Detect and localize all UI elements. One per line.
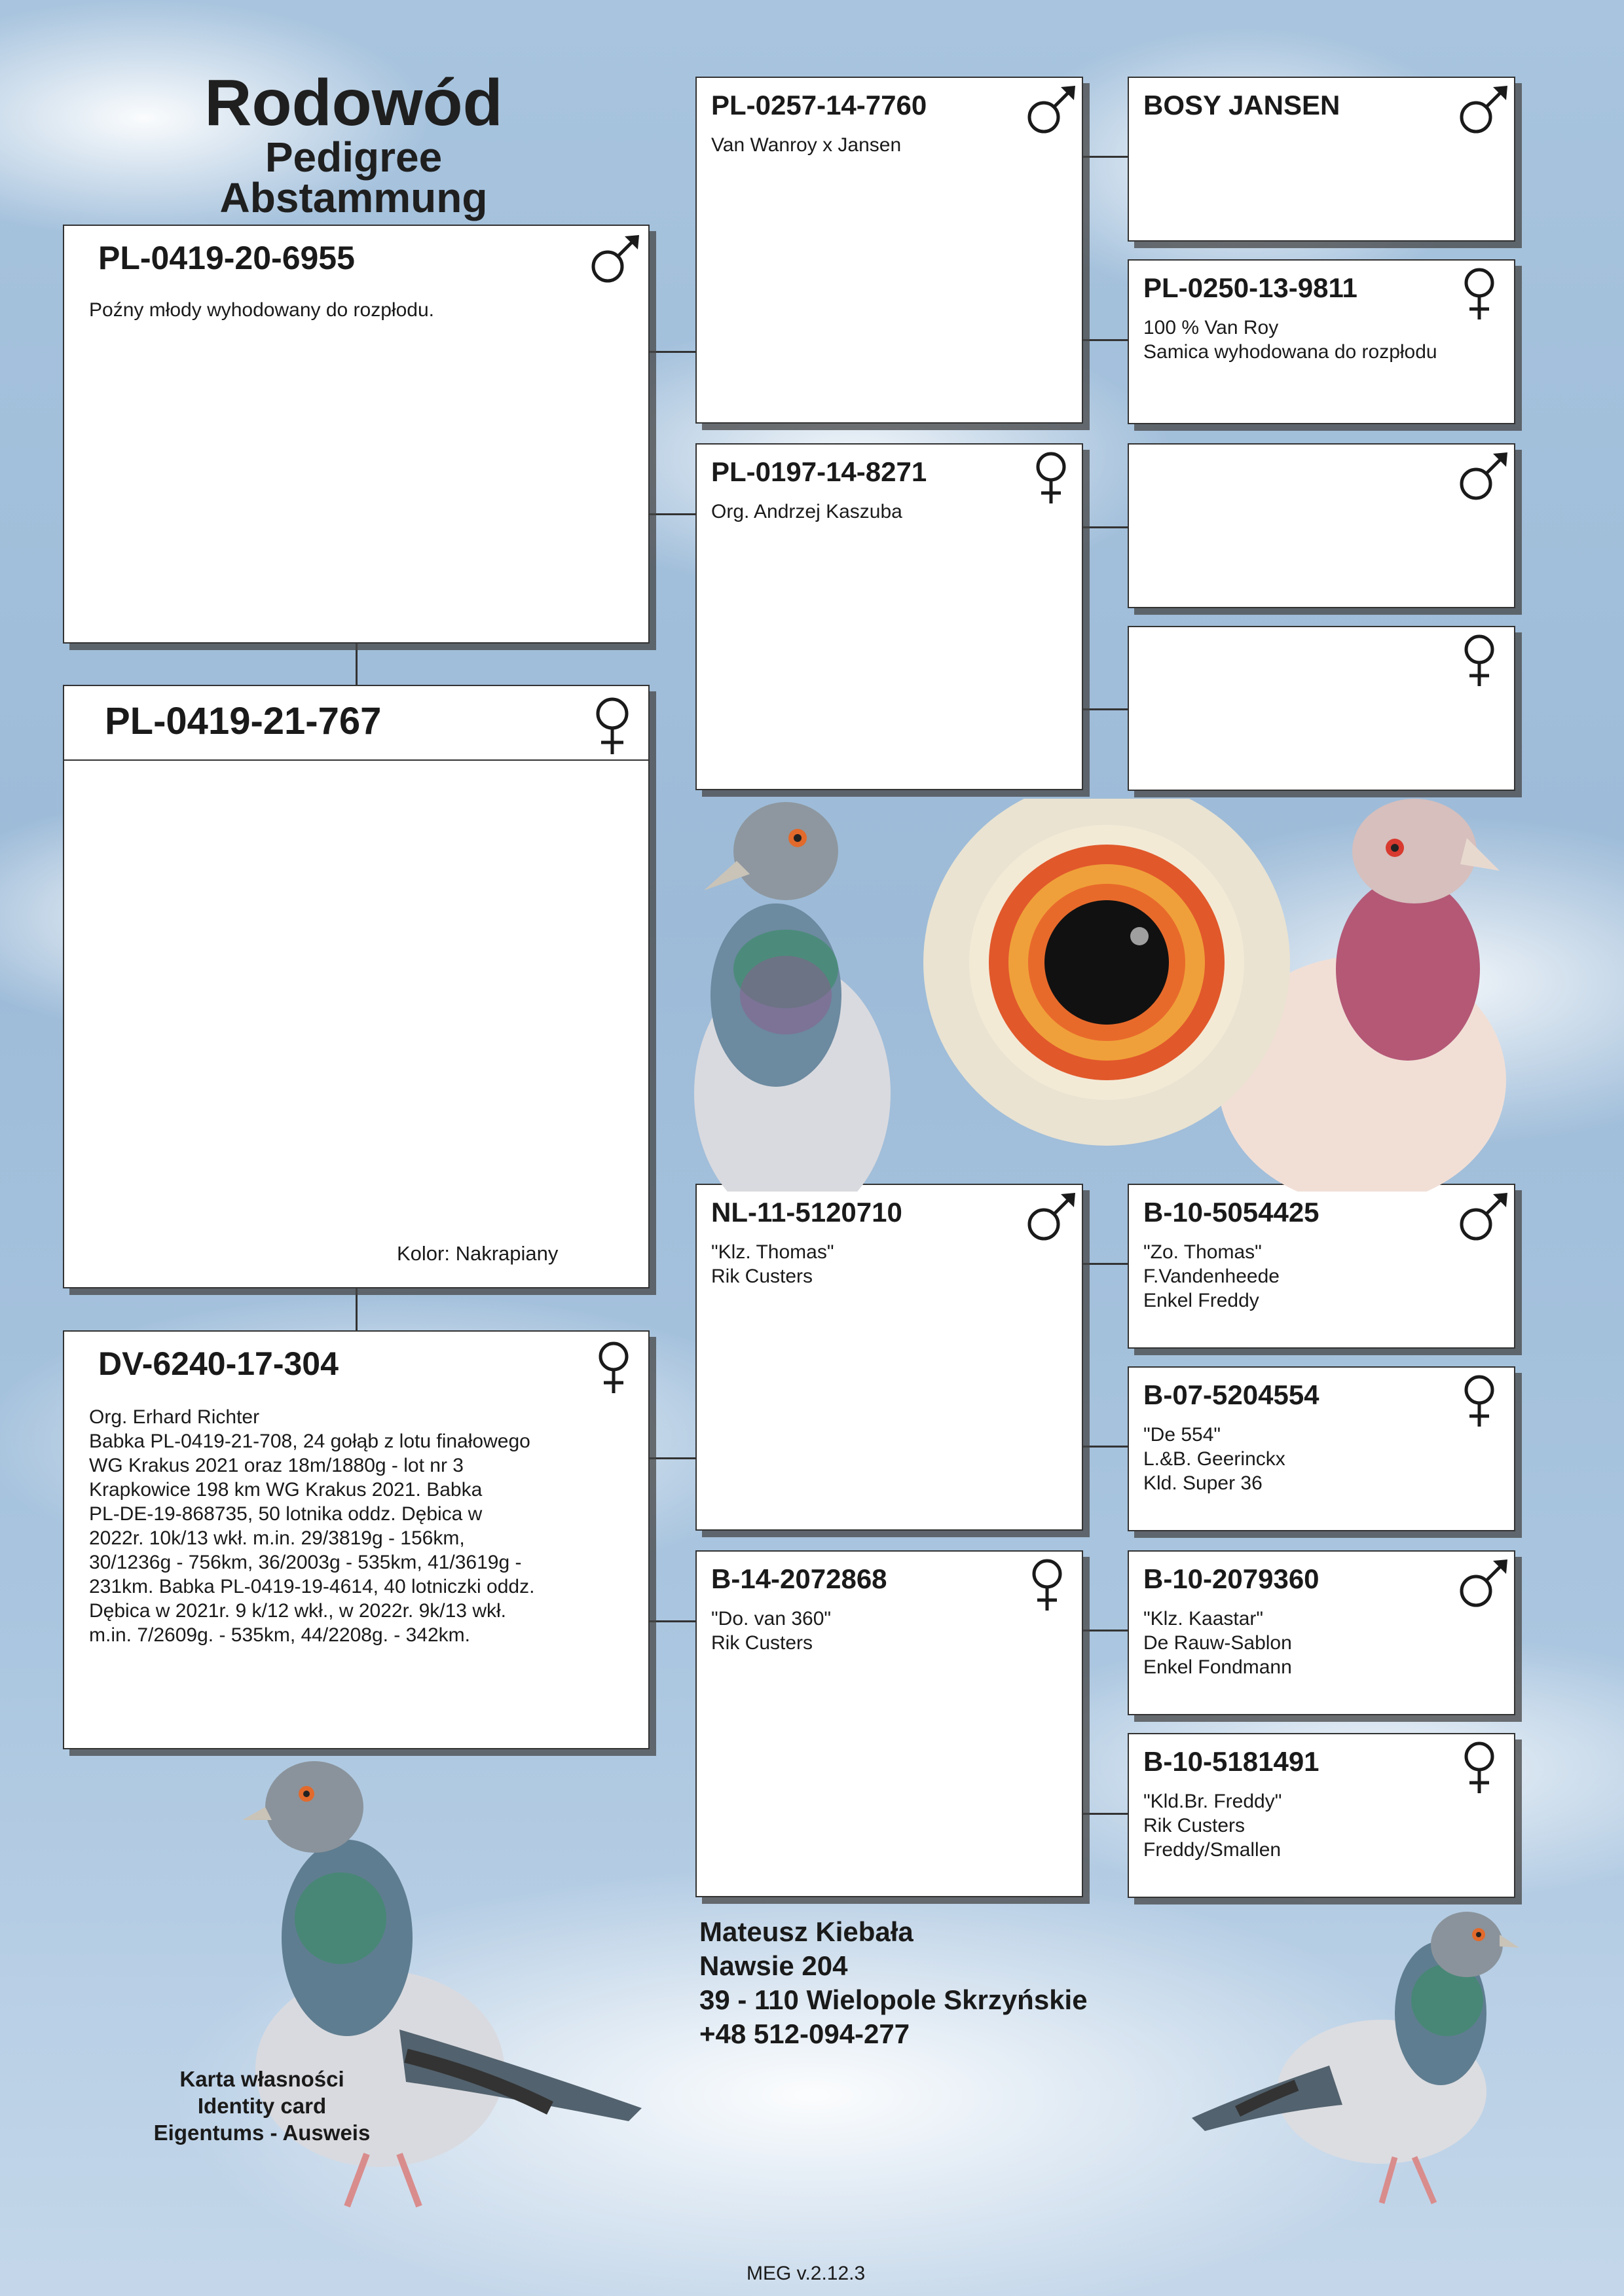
sire-sire-card (695, 77, 1083, 424)
page-title: Rodowód (204, 66, 503, 139)
subject-card (63, 685, 650, 1288)
gen3-ring: B-10-2079360 (1143, 1563, 1320, 1594)
male-symbol-icon (1024, 1189, 1079, 1244)
gen3-note: "Kld.Br. Freddy" Rik Custers Freddy/Smallen (1143, 1791, 1282, 1861)
subject-header (64, 686, 648, 761)
card-line-en: Identity card (197, 2094, 327, 2118)
gen3-card-8 (1128, 1733, 1515, 1898)
dam-ring: DV-6240-17-304 (98, 1345, 339, 1382)
owner-street: Nawsie 204 (699, 1950, 848, 1981)
dam-dam-card (695, 1550, 1083, 1897)
sire-sire-note: Van Wanroy x Jansen (711, 134, 902, 156)
gen3-note: 100 % Van Roy Samica wyhodowana do rozpłodu (1143, 317, 1437, 363)
female-symbol-icon (1459, 631, 1500, 689)
dam-dam-note: "Do. van 360" Rik Custers (711, 1608, 832, 1654)
female-symbol-icon (589, 694, 635, 757)
connector-line (1083, 526, 1129, 528)
dam-sire-ring: NL-11-5120710 (711, 1197, 902, 1228)
sire-card (63, 225, 650, 644)
dam-sire-note: "Klz. Thomas" Rik Custers (711, 1241, 834, 1287)
gen3-card-3 (1128, 443, 1515, 608)
connector-line (356, 1288, 358, 1330)
owner-phone: +48 512-094-277 (699, 2018, 910, 2049)
sire-ring: PL-0419-20-6955 (98, 240, 355, 276)
subtitle-de: Abstammung (219, 174, 488, 221)
male-symbol-icon (1456, 448, 1511, 503)
dam-dam-ring: B-14-2072868 (711, 1563, 887, 1594)
dam-sire-card (695, 1184, 1083, 1531)
connector-line (1083, 339, 1129, 341)
sire-dam-ring: PL-0197-14-8271 (711, 456, 927, 487)
connector-line (1083, 708, 1129, 710)
male-symbol-icon (1024, 82, 1079, 137)
gen3-card-7 (1128, 1550, 1515, 1715)
gen3-note: "Klz. Kaastar" De Rauw-Sablon Enkel Fondmann (1143, 1608, 1292, 1678)
pigeon-pair-eye-photo (688, 799, 1526, 1192)
card-line-pl: Karta własności (179, 2067, 344, 2091)
sire-dam-note: Org. Andrzej Kaszuba (711, 501, 902, 522)
gen3-ring: B-10-5054425 (1143, 1197, 1320, 1228)
dam-note: Org. Erhard Richter Babka PL-0419-21-708, 24 gołąb z lotu finałowego WG Krakus 2021 oraz 18m/1880g - lot nr 3 Krapkowice 198 km WG Krakus 2021. Babka PL-DE-19-868735, 50 lotnika oddz. Dębica w 2022r. 10k/13 wkł. m.in. 29/3819g - 156km, 30/1236g - 756km, 36/2003g - 535km, 41/3619g - 231km. Babka PL-0419-19-4614, 40 lotniczki oddz. Dębica w 2021r. 9 k/12 wkł., w 2022r. 9k/13 wkł. m.in. 7/2609g. - 535km, 44/2208g. - 342km. (89, 1406, 535, 1646)
card-line-de: Eigentums - Ausweis (153, 2121, 371, 2145)
gen3-ring: BOSY JANSEN (1143, 90, 1340, 120)
female-symbol-icon (1459, 264, 1500, 322)
male-symbol-icon (588, 231, 643, 286)
owner-block (699, 1915, 1088, 2051)
connector-line (1083, 1630, 1129, 1631)
male-symbol-icon (1456, 1556, 1511, 1611)
connector-line (1083, 1263, 1129, 1265)
pigeon-photo-right (1185, 1908, 1539, 2210)
female-symbol-icon (1459, 1738, 1500, 1796)
gen3-ring: B-07-5204554 (1143, 1379, 1320, 1410)
connector-line (1083, 156, 1129, 158)
female-symbol-icon (593, 1338, 634, 1396)
sire-sire-ring: PL-0257-14-7760 (711, 90, 927, 120)
gen3-note: "De 554" L.&B. Geerinckx Kld. Super 36 (1143, 1424, 1285, 1494)
male-symbol-icon (1456, 1189, 1511, 1244)
sire-dam-card (695, 443, 1083, 790)
gen3-card-4 (1128, 626, 1515, 791)
connector-line (1083, 1813, 1129, 1815)
gen3-ring: PL-0250-13-9811 (1143, 272, 1357, 303)
male-symbol-icon (1456, 82, 1511, 137)
connector-line (356, 643, 358, 685)
subject-ring: PL-0419-21-767 (105, 700, 382, 742)
version-label: MEG v.2.12.3 (747, 2263, 866, 2284)
sire-note: Poźny młody wyhodowany do rozpłodu. (89, 299, 434, 321)
gen3-card-5 (1128, 1184, 1515, 1349)
female-symbol-icon (1459, 1372, 1500, 1429)
owner-name: Mateusz Kiebała (699, 1916, 913, 1947)
connector-line (650, 351, 695, 353)
connector-line (650, 513, 695, 515)
connector-line (650, 1457, 695, 1459)
connector-line (650, 1620, 695, 1622)
connector-line (1083, 1446, 1129, 1448)
female-symbol-icon (1027, 1556, 1067, 1613)
female-symbol-icon (1031, 448, 1071, 506)
dam-card (63, 1330, 650, 1749)
gen3-card-1 (1128, 77, 1515, 242)
subject-color: Kolor: Nakrapiany (397, 1242, 559, 1265)
gen3-note: "Zo. Thomas" F.Vandenheede Enkel Freddy (1143, 1241, 1280, 1311)
title-block (151, 66, 557, 221)
owner-city: 39 - 110 Wielopole Skrzyńskie (699, 1984, 1088, 2015)
identity-card-label (134, 2066, 390, 2146)
gen3-card-6 (1128, 1366, 1515, 1531)
gen3-ring: B-10-5181491 (1143, 1746, 1320, 1777)
subtitle-en: Pedigree (265, 134, 443, 181)
gen3-card-2 (1128, 259, 1515, 424)
